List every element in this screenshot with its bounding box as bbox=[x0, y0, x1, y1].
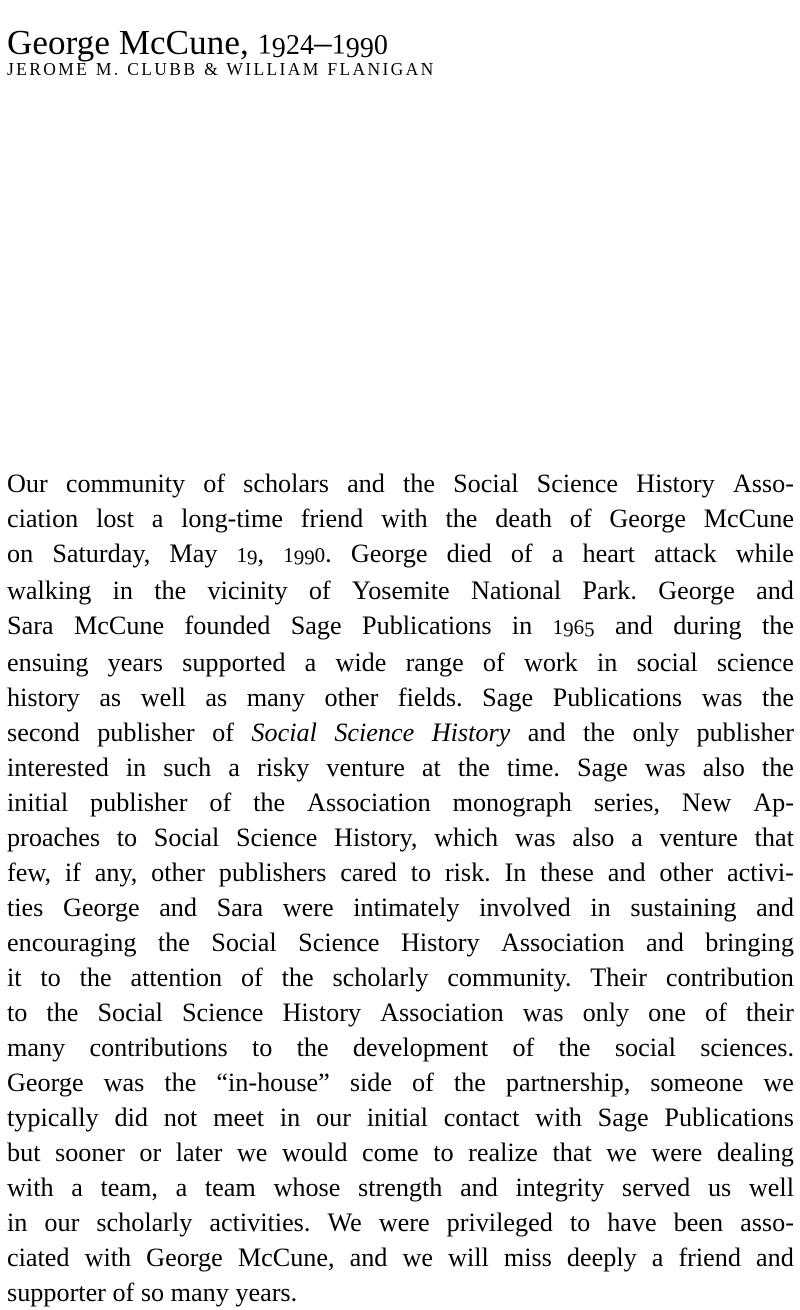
body-line: supporter of so many years. bbox=[7, 1278, 298, 1307]
title-year-range: 1924–1990 bbox=[257, 23, 389, 65]
body-line: few, if any, other publishers cared to risk. In these and other activi- bbox=[7, 858, 794, 887]
body-line: walking in the vicinity of Yosemite National Park. George and bbox=[7, 576, 794, 605]
body-line: with a team, a team whose strength and integrity served us well bbox=[7, 1173, 794, 1202]
body-line: George was the “in-house” side of the partnership, someone we bbox=[7, 1068, 794, 1097]
body-line: typically did not meet in our initial contact with Sage Publications bbox=[7, 1103, 794, 1132]
body-line: to the Social Science History Association was only one of their bbox=[7, 998, 794, 1027]
body-line: history as well as many other fields. Sage Publications was the bbox=[7, 683, 794, 712]
body-line: ciation lost a long-time friend with the death of George McCune bbox=[7, 504, 794, 533]
body-line: ciated with George McCune, and we will miss deeply a friend and bbox=[7, 1243, 794, 1272]
body-line: ties George and Sara were intimately involved in sustaining and bbox=[7, 893, 794, 922]
page-title: George McCune, 1924–1990 bbox=[7, 23, 389, 65]
body-line: second publisher of Social Science History and the only publisher bbox=[7, 718, 794, 747]
obituary-body bbox=[7, 466, 794, 1310]
author-byline: JEROME M. CLUBB & WILLIAM FLANIGAN bbox=[7, 59, 436, 79]
body-line: ensuing years supported a wide range of work in social science bbox=[7, 648, 794, 677]
body-line: initial publisher of the Association monograph series, New Ap- bbox=[7, 788, 794, 817]
body-line: Our community of scholars and the Social Science History Asso- bbox=[7, 469, 794, 498]
body-line: it to the attention of the scholarly community. Their contribution bbox=[7, 963, 794, 992]
body-line: many contributions to the development of the social sciences. bbox=[7, 1033, 794, 1062]
body-line: in our scholarly activities. We were privileged to have been asso- bbox=[7, 1208, 794, 1237]
body-line: interested in such a risky venture at the time. Sage was also the bbox=[7, 753, 794, 782]
body-line: but sooner or later we would come to realize that we were dealing bbox=[7, 1138, 794, 1167]
body-line: encouraging the Social Science History Association and bringing bbox=[7, 928, 794, 957]
body-line: proaches to Social Science History, which was also a venture that bbox=[7, 823, 794, 852]
body-line: on Saturday, May 19, 1990. George died of a heart attack while bbox=[7, 539, 794, 570]
body-line: Sara McCune founded Sage Publications in 1965 and during the bbox=[7, 611, 794, 642]
